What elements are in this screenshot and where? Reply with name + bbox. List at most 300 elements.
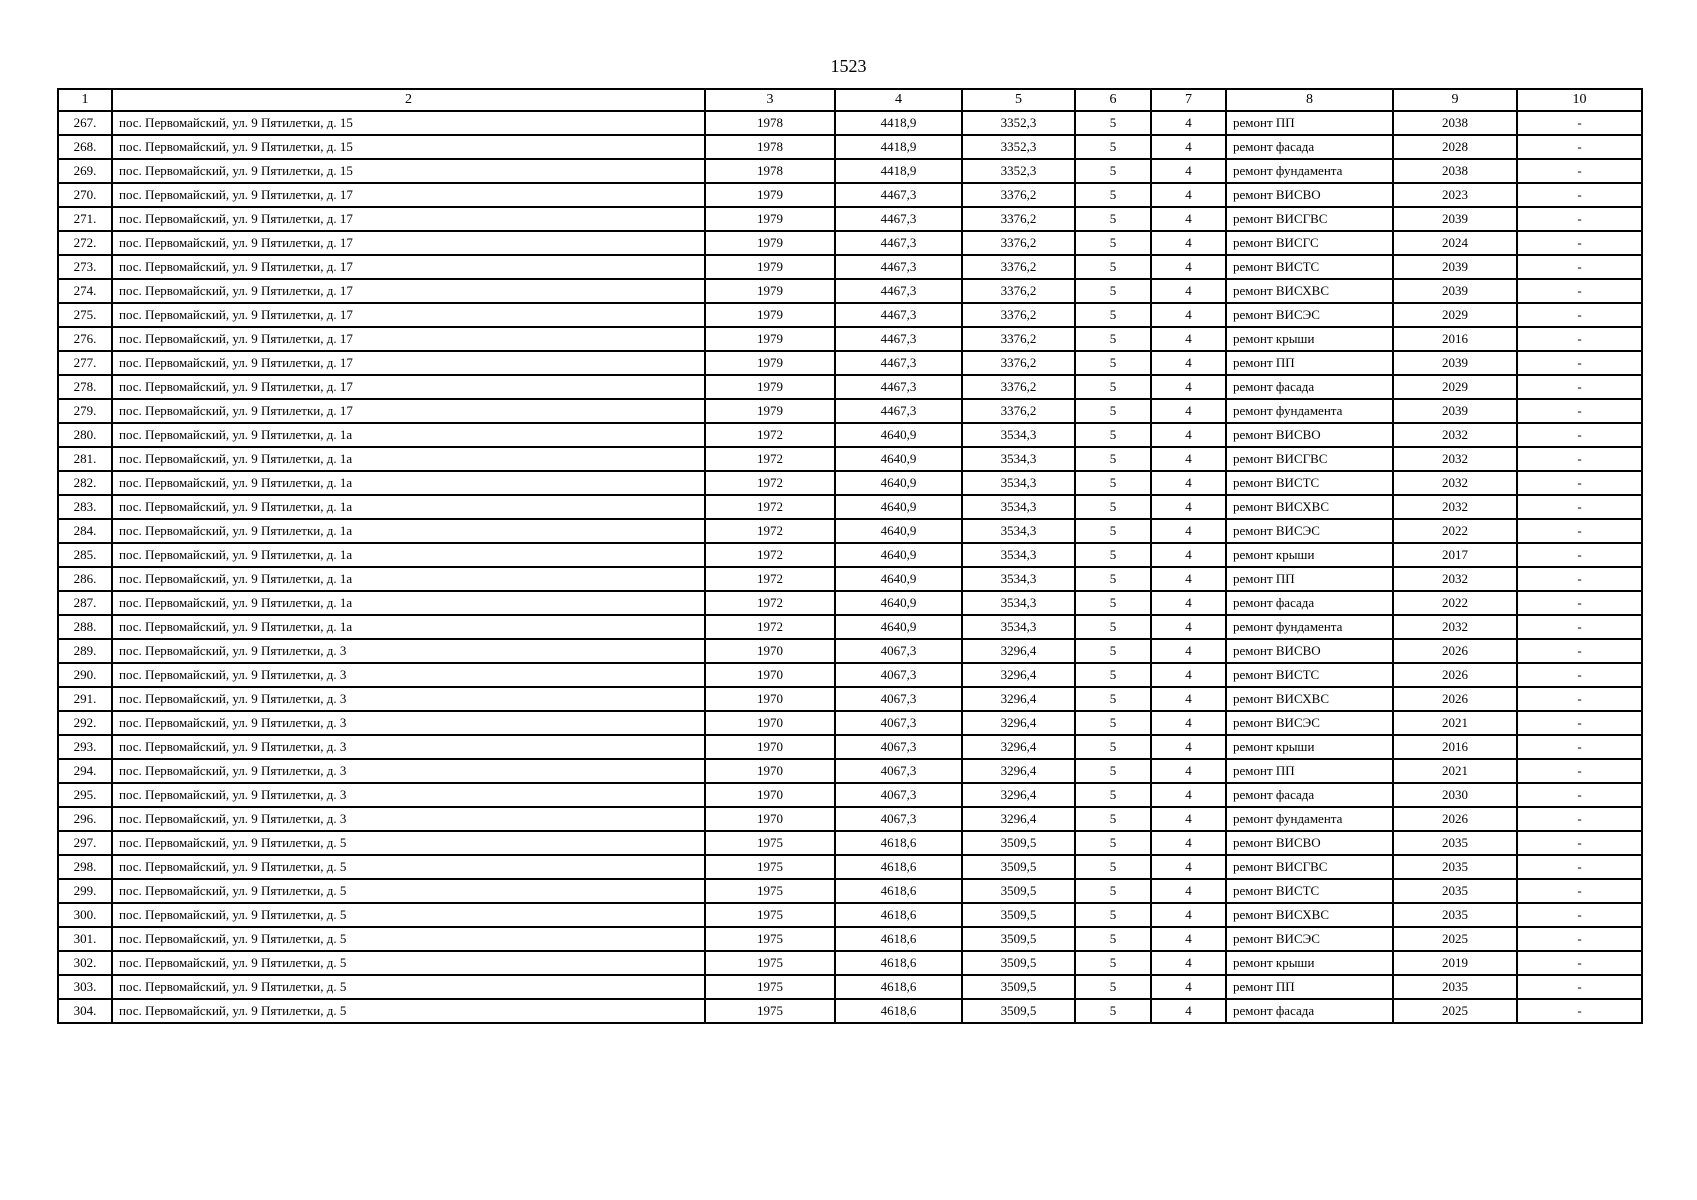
total-area-cell: 4467,3 (835, 375, 962, 399)
row-number-cell: 278. (58, 375, 112, 399)
entrances-cell: 4 (1151, 471, 1226, 495)
year-cell: 1972 (705, 471, 835, 495)
entrances-cell: 4 (1151, 999, 1226, 1023)
living-area-cell: 3534,3 (962, 423, 1075, 447)
plan-year-cell: 2035 (1393, 855, 1517, 879)
total-area-cell: 4418,9 (835, 135, 962, 159)
work-type-cell: ремонт фундамента (1226, 399, 1393, 423)
note-cell: - (1517, 975, 1642, 999)
address-cell: пос. Первомайский, ул. 9 Пятилетки, д. 15 (112, 135, 705, 159)
address-cell: пос. Первомайский, ул. 9 Пятилетки, д. 15 (112, 159, 705, 183)
living-area-cell: 3534,3 (962, 471, 1075, 495)
row-number-cell: 269. (58, 159, 112, 183)
work-type-cell: ремонт ВИСВО (1226, 831, 1393, 855)
column-header: 4 (835, 89, 962, 111)
floors-cell: 5 (1075, 807, 1151, 831)
total-area-cell: 4067,3 (835, 735, 962, 759)
address-cell: пос. Первомайский, ул. 9 Пятилетки, д. 17 (112, 279, 705, 303)
entrances-cell: 4 (1151, 207, 1226, 231)
note-cell: - (1517, 951, 1642, 975)
entrances-cell: 4 (1151, 423, 1226, 447)
work-type-cell: ремонт крыши (1226, 543, 1393, 567)
note-cell: - (1517, 783, 1642, 807)
plan-year-cell: 2022 (1393, 519, 1517, 543)
total-area-cell: 4467,3 (835, 327, 962, 351)
total-area-cell: 4467,3 (835, 399, 962, 423)
plan-year-cell: 2021 (1393, 711, 1517, 735)
floors-cell: 5 (1075, 255, 1151, 279)
floors-cell: 5 (1075, 831, 1151, 855)
total-area-cell: 4467,3 (835, 279, 962, 303)
address-cell: пос. Первомайский, ул. 9 Пятилетки, д. 3 (112, 639, 705, 663)
living-area-cell: 3534,3 (962, 543, 1075, 567)
year-cell: 1972 (705, 519, 835, 543)
column-header: 5 (962, 89, 1075, 111)
entrances-cell: 4 (1151, 495, 1226, 519)
living-area-cell: 3509,5 (962, 879, 1075, 903)
total-area-cell: 4467,3 (835, 351, 962, 375)
total-area-cell: 4618,6 (835, 831, 962, 855)
work-type-cell: ремонт ВИСЭС (1226, 519, 1393, 543)
year-cell: 1979 (705, 183, 835, 207)
year-cell: 1975 (705, 975, 835, 999)
plan-year-cell: 2032 (1393, 423, 1517, 447)
data-table (57, 88, 1643, 1024)
floors-cell: 5 (1075, 135, 1151, 159)
plan-year-cell: 2038 (1393, 159, 1517, 183)
table-row (58, 591, 1642, 615)
table-row (58, 207, 1642, 231)
plan-year-cell: 2021 (1393, 759, 1517, 783)
living-area-cell: 3296,4 (962, 759, 1075, 783)
total-area-cell: 4418,9 (835, 111, 962, 135)
living-area-cell: 3296,4 (962, 639, 1075, 663)
address-cell: пос. Первомайский, ул. 9 Пятилетки, д. 5 (112, 999, 705, 1023)
table-row (58, 231, 1642, 255)
total-area-cell: 4067,3 (835, 663, 962, 687)
plan-year-cell: 2039 (1393, 255, 1517, 279)
plan-year-cell: 2032 (1393, 615, 1517, 639)
address-cell: пос. Первомайский, ул. 9 Пятилетки, д. 1а (112, 471, 705, 495)
year-cell: 1972 (705, 615, 835, 639)
total-area-cell: 4640,9 (835, 519, 962, 543)
floors-cell: 5 (1075, 207, 1151, 231)
living-area-cell: 3376,2 (962, 279, 1075, 303)
year-cell: 1975 (705, 951, 835, 975)
plan-year-cell: 2035 (1393, 831, 1517, 855)
note-cell: - (1517, 759, 1642, 783)
year-cell: 1972 (705, 591, 835, 615)
table-row (58, 159, 1642, 183)
total-area-cell: 4618,6 (835, 975, 962, 999)
table-row (58, 975, 1642, 999)
entrances-cell: 4 (1151, 735, 1226, 759)
page-number: 1523 (830, 56, 867, 76)
table-row (58, 735, 1642, 759)
year-cell: 1972 (705, 447, 835, 471)
year-cell: 1979 (705, 303, 835, 327)
row-number-cell: 274. (58, 279, 112, 303)
note-cell: - (1517, 495, 1642, 519)
living-area-cell: 3376,2 (962, 375, 1075, 399)
total-area-cell: 4640,9 (835, 615, 962, 639)
address-cell: пос. Первомайский, ул. 9 Пятилетки, д. 5 (112, 975, 705, 999)
year-cell: 1970 (705, 687, 835, 711)
plan-year-cell: 2025 (1393, 927, 1517, 951)
plan-year-cell: 2017 (1393, 543, 1517, 567)
year-cell: 1970 (705, 783, 835, 807)
work-type-cell: ремонт фасада (1226, 783, 1393, 807)
plan-year-cell: 2023 (1393, 183, 1517, 207)
address-cell: пос. Первомайский, ул. 9 Пятилетки, д. 3 (112, 663, 705, 687)
floors-cell: 5 (1075, 927, 1151, 951)
row-number-cell: 279. (58, 399, 112, 423)
total-area-cell: 4467,3 (835, 255, 962, 279)
work-type-cell: ремонт фундамента (1226, 615, 1393, 639)
note-cell: - (1517, 687, 1642, 711)
plan-year-cell: 2039 (1393, 279, 1517, 303)
floors-cell: 5 (1075, 231, 1151, 255)
entrances-cell: 4 (1151, 543, 1226, 567)
work-type-cell: ремонт фасада (1226, 375, 1393, 399)
plan-year-cell: 2032 (1393, 495, 1517, 519)
floors-cell: 5 (1075, 615, 1151, 639)
floors-cell: 5 (1075, 543, 1151, 567)
floors-cell: 5 (1075, 591, 1151, 615)
work-type-cell: ремонт ВИСХВС (1226, 687, 1393, 711)
note-cell: - (1517, 327, 1642, 351)
entrances-cell: 4 (1151, 567, 1226, 591)
note-cell: - (1517, 351, 1642, 375)
floors-cell: 5 (1075, 111, 1151, 135)
table-row (58, 855, 1642, 879)
total-area-cell: 4467,3 (835, 231, 962, 255)
year-cell: 1979 (705, 375, 835, 399)
floors-cell: 5 (1075, 375, 1151, 399)
row-number-cell: 276. (58, 327, 112, 351)
work-type-cell: ремонт ПП (1226, 567, 1393, 591)
floors-cell: 5 (1075, 471, 1151, 495)
table-row (58, 519, 1642, 543)
living-area-cell: 3376,2 (962, 207, 1075, 231)
row-number-cell: 304. (58, 999, 112, 1023)
note-cell: - (1517, 639, 1642, 663)
table-row (58, 567, 1642, 591)
floors-cell: 5 (1075, 447, 1151, 471)
note-cell: - (1517, 423, 1642, 447)
year-cell: 1979 (705, 255, 835, 279)
entrances-cell: 4 (1151, 831, 1226, 855)
entrances-cell: 4 (1151, 519, 1226, 543)
work-type-cell: ремонт ВИСХВС (1226, 279, 1393, 303)
work-type-cell: ремонт фасада (1226, 591, 1393, 615)
work-type-cell: ремонт ВИСВО (1226, 639, 1393, 663)
plan-year-cell: 2022 (1393, 591, 1517, 615)
year-cell: 1972 (705, 543, 835, 567)
address-cell: пос. Первомайский, ул. 9 Пятилетки, д. 1а (112, 591, 705, 615)
total-area-cell: 4067,3 (835, 807, 962, 831)
floors-cell: 5 (1075, 351, 1151, 375)
floors-cell: 5 (1075, 159, 1151, 183)
note-cell: - (1517, 615, 1642, 639)
living-area-cell: 3296,4 (962, 783, 1075, 807)
address-cell: пос. Первомайский, ул. 9 Пятилетки, д. 17 (112, 351, 705, 375)
total-area-cell: 4067,3 (835, 687, 962, 711)
total-area-cell: 4640,9 (835, 495, 962, 519)
address-cell: пос. Первомайский, ул. 9 Пятилетки, д. 3 (112, 735, 705, 759)
plan-year-cell: 2025 (1393, 999, 1517, 1023)
entrances-cell: 4 (1151, 903, 1226, 927)
note-cell: - (1517, 735, 1642, 759)
plan-year-cell: 2035 (1393, 975, 1517, 999)
total-area-cell: 4067,3 (835, 783, 962, 807)
entrances-cell: 4 (1151, 759, 1226, 783)
entrances-cell: 4 (1151, 711, 1226, 735)
living-area-cell: 3534,3 (962, 567, 1075, 591)
work-type-cell: ремонт ВИСГВС (1226, 447, 1393, 471)
work-type-cell: ремонт крыши (1226, 735, 1393, 759)
note-cell: - (1517, 519, 1642, 543)
row-number-cell: 280. (58, 423, 112, 447)
floors-cell: 5 (1075, 735, 1151, 759)
column-header: 9 (1393, 89, 1517, 111)
row-number-cell: 275. (58, 303, 112, 327)
table-row (58, 711, 1642, 735)
table-row (58, 543, 1642, 567)
row-number-cell: 285. (58, 543, 112, 567)
living-area-cell: 3509,5 (962, 975, 1075, 999)
year-cell: 1979 (705, 207, 835, 231)
total-area-cell: 4067,3 (835, 759, 962, 783)
living-area-cell: 3534,3 (962, 519, 1075, 543)
year-cell: 1970 (705, 639, 835, 663)
entrances-cell: 4 (1151, 111, 1226, 135)
entrances-cell: 4 (1151, 591, 1226, 615)
row-number-cell: 283. (58, 495, 112, 519)
floors-cell: 5 (1075, 951, 1151, 975)
floors-cell: 5 (1075, 303, 1151, 327)
living-area-cell: 3376,2 (962, 183, 1075, 207)
year-cell: 1975 (705, 927, 835, 951)
address-cell: пос. Первомайский, ул. 9 Пятилетки, д. 3 (112, 783, 705, 807)
work-type-cell: ремонт крыши (1226, 951, 1393, 975)
year-cell: 1975 (705, 831, 835, 855)
plan-year-cell: 2035 (1393, 879, 1517, 903)
row-number-cell: 277. (58, 351, 112, 375)
row-number-cell: 267. (58, 111, 112, 135)
table-row (58, 999, 1642, 1023)
address-cell: пос. Первомайский, ул. 9 Пятилетки, д. 5 (112, 855, 705, 879)
address-cell: пос. Первомайский, ул. 9 Пятилетки, д. 5 (112, 831, 705, 855)
address-cell: пос. Первомайский, ул. 9 Пятилетки, д. 3 (112, 759, 705, 783)
work-type-cell: ремонт крыши (1226, 327, 1393, 351)
row-number-cell: 273. (58, 255, 112, 279)
table-row (58, 927, 1642, 951)
note-cell: - (1517, 375, 1642, 399)
plan-year-cell: 2026 (1393, 807, 1517, 831)
note-cell: - (1517, 711, 1642, 735)
note-cell: - (1517, 807, 1642, 831)
floors-cell: 5 (1075, 567, 1151, 591)
note-cell: - (1517, 855, 1642, 879)
table-row (58, 423, 1642, 447)
entrances-cell: 4 (1151, 255, 1226, 279)
work-type-cell: ремонт ВИСГВС (1226, 207, 1393, 231)
address-cell: пос. Первомайский, ул. 9 Пятилетки, д. 1а (112, 615, 705, 639)
year-cell: 1970 (705, 807, 835, 831)
plan-year-cell: 2019 (1393, 951, 1517, 975)
address-cell: пос. Первомайский, ул. 9 Пятилетки, д. 1а (112, 519, 705, 543)
work-type-cell: ремонт ВИСХВС (1226, 495, 1393, 519)
total-area-cell: 4618,6 (835, 927, 962, 951)
row-number-cell: 281. (58, 447, 112, 471)
note-cell: - (1517, 543, 1642, 567)
total-area-cell: 4067,3 (835, 639, 962, 663)
work-type-cell: ремонт ВИСТС (1226, 663, 1393, 687)
entrances-cell: 4 (1151, 615, 1226, 639)
floors-cell: 5 (1075, 399, 1151, 423)
work-type-cell: ремонт ВИСВО (1226, 183, 1393, 207)
living-area-cell: 3534,3 (962, 591, 1075, 615)
total-area-cell: 4618,6 (835, 855, 962, 879)
total-area-cell: 4618,6 (835, 879, 962, 903)
table-row (58, 783, 1642, 807)
table-row (58, 447, 1642, 471)
entrances-cell: 4 (1151, 663, 1226, 687)
note-cell: - (1517, 591, 1642, 615)
work-type-cell: ремонт фундамента (1226, 159, 1393, 183)
floors-cell: 5 (1075, 879, 1151, 903)
note-cell: - (1517, 207, 1642, 231)
entrances-cell: 4 (1151, 447, 1226, 471)
note-cell: - (1517, 447, 1642, 471)
row-number-cell: 296. (58, 807, 112, 831)
work-type-cell: ремонт ВИСХВС (1226, 903, 1393, 927)
table-row (58, 183, 1642, 207)
row-number-cell: 270. (58, 183, 112, 207)
column-header: 2 (112, 89, 705, 111)
plan-year-cell: 2032 (1393, 471, 1517, 495)
header-row (58, 89, 1642, 111)
work-type-cell: ремонт ВИСВО (1226, 423, 1393, 447)
table-body (58, 111, 1642, 1023)
year-cell: 1979 (705, 279, 835, 303)
work-type-cell: ремонт ПП (1226, 111, 1393, 135)
table-row (58, 687, 1642, 711)
table-row (58, 255, 1642, 279)
plan-year-cell: 2030 (1393, 783, 1517, 807)
living-area-cell: 3534,3 (962, 615, 1075, 639)
address-cell: пос. Первомайский, ул. 9 Пятилетки, д. 1а (112, 543, 705, 567)
plan-year-cell: 2026 (1393, 663, 1517, 687)
row-number-cell: 298. (58, 855, 112, 879)
total-area-cell: 4640,9 (835, 447, 962, 471)
row-number-cell: 268. (58, 135, 112, 159)
year-cell: 1979 (705, 399, 835, 423)
address-cell: пос. Первомайский, ул. 9 Пятилетки, д. 17 (112, 207, 705, 231)
year-cell: 1975 (705, 855, 835, 879)
address-cell: пос. Первомайский, ул. 9 Пятилетки, д. 17 (112, 399, 705, 423)
year-cell: 1970 (705, 663, 835, 687)
table-row (58, 303, 1642, 327)
floors-cell: 5 (1075, 183, 1151, 207)
floors-cell: 5 (1075, 999, 1151, 1023)
note-cell: - (1517, 831, 1642, 855)
work-type-cell: ремонт ПП (1226, 759, 1393, 783)
plan-year-cell: 2026 (1393, 639, 1517, 663)
table-row (58, 495, 1642, 519)
row-number-cell: 271. (58, 207, 112, 231)
address-cell: пос. Первомайский, ул. 9 Пятилетки, д. 1а (112, 423, 705, 447)
entrances-cell: 4 (1151, 399, 1226, 423)
row-number-cell: 286. (58, 567, 112, 591)
total-area-cell: 4640,9 (835, 543, 962, 567)
year-cell: 1975 (705, 879, 835, 903)
year-cell: 1975 (705, 999, 835, 1023)
floors-cell: 5 (1075, 495, 1151, 519)
living-area-cell: 3376,2 (962, 255, 1075, 279)
note-cell: - (1517, 111, 1642, 135)
note-cell: - (1517, 279, 1642, 303)
floors-cell: 5 (1075, 639, 1151, 663)
work-type-cell: ремонт ВИСТС (1226, 879, 1393, 903)
table-row (58, 807, 1642, 831)
living-area-cell: 3376,2 (962, 399, 1075, 423)
table-row (58, 135, 1642, 159)
table-row (58, 375, 1642, 399)
total-area-cell: 4467,3 (835, 303, 962, 327)
floors-cell: 5 (1075, 711, 1151, 735)
work-type-cell: ремонт фасада (1226, 135, 1393, 159)
column-header: 8 (1226, 89, 1393, 111)
year-cell: 1972 (705, 567, 835, 591)
living-area-cell: 3509,5 (962, 831, 1075, 855)
total-area-cell: 4618,6 (835, 951, 962, 975)
living-area-cell: 3352,3 (962, 135, 1075, 159)
table-row (58, 639, 1642, 663)
floors-cell: 5 (1075, 423, 1151, 447)
living-area-cell: 3509,5 (962, 951, 1075, 975)
living-area-cell: 3376,2 (962, 351, 1075, 375)
living-area-cell: 3376,2 (962, 231, 1075, 255)
year-cell: 1970 (705, 711, 835, 735)
entrances-cell: 4 (1151, 327, 1226, 351)
entrances-cell: 4 (1151, 375, 1226, 399)
floors-cell: 5 (1075, 279, 1151, 303)
row-number-cell: 288. (58, 615, 112, 639)
plan-year-cell: 2035 (1393, 903, 1517, 927)
table-row (58, 831, 1642, 855)
table-row (58, 903, 1642, 927)
row-number-cell: 302. (58, 951, 112, 975)
row-number-cell: 301. (58, 927, 112, 951)
living-area-cell: 3296,4 (962, 663, 1075, 687)
plan-year-cell: 2016 (1393, 327, 1517, 351)
work-type-cell: ремонт ВИСЭС (1226, 711, 1393, 735)
living-area-cell: 3509,5 (962, 903, 1075, 927)
plan-year-cell: 2039 (1393, 351, 1517, 375)
table-row (58, 399, 1642, 423)
row-number-cell: 290. (58, 663, 112, 687)
year-cell: 1970 (705, 759, 835, 783)
table-row (58, 111, 1642, 135)
work-type-cell: ремонт ПП (1226, 975, 1393, 999)
table-row (58, 951, 1642, 975)
work-type-cell: ремонт фундамента (1226, 807, 1393, 831)
entrances-cell: 4 (1151, 639, 1226, 663)
entrances-cell: 4 (1151, 687, 1226, 711)
note-cell: - (1517, 135, 1642, 159)
